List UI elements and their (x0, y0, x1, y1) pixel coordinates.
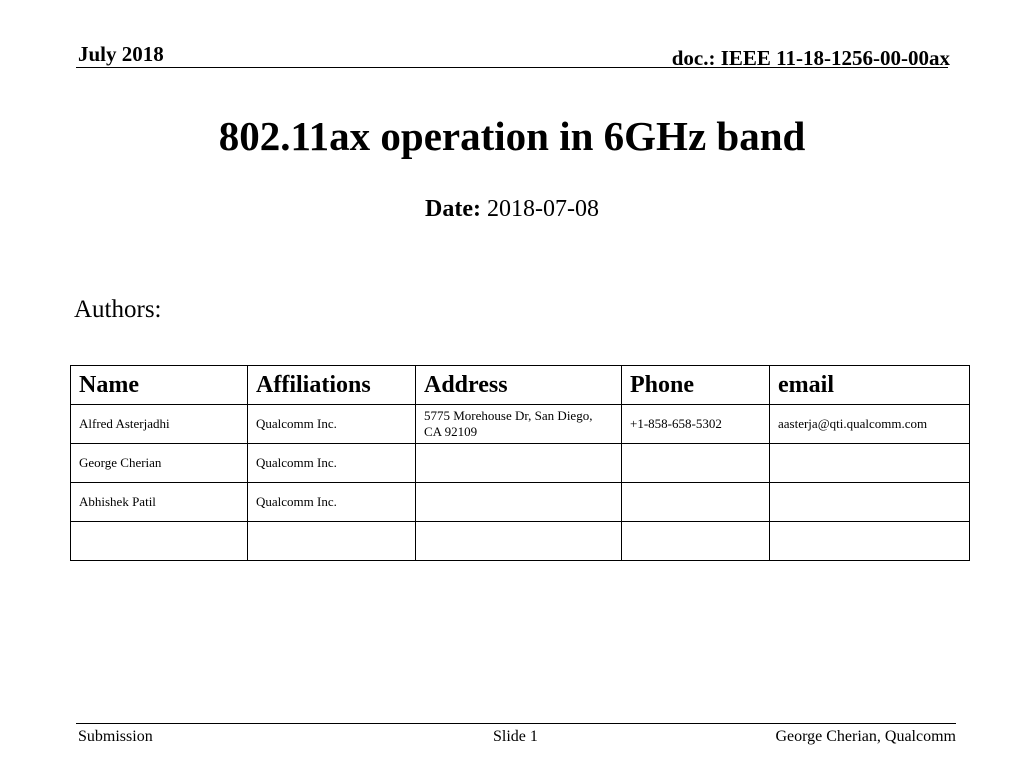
table-row (71, 522, 970, 561)
author-name-cell (71, 522, 248, 561)
slide-title: 802.11ax operation in 6GHz band (218, 113, 806, 159)
column-header-phone: Phone (622, 366, 770, 405)
author-phone-cell (622, 522, 770, 561)
author-phone-cell (622, 444, 770, 483)
column-header-name: Name (71, 366, 248, 405)
author-affiliation-cell: Qualcomm Inc. (248, 483, 416, 522)
table-header-row (71, 366, 970, 405)
author-email-cell (770, 444, 970, 483)
author-phone-cell: +1-858-658-5302 (622, 405, 770, 444)
date-label: Date: (425, 196, 481, 222)
column-header-email: email (770, 366, 970, 405)
table-row (71, 405, 970, 444)
footer-divider (76, 723, 956, 724)
author-affiliation-cell (248, 522, 416, 561)
author-name-cell: Abhishek Patil (71, 483, 248, 522)
table-row (71, 444, 970, 483)
author-address-cell: 5775 Morehouse Dr, San Diego, CA 92109 (416, 405, 622, 444)
author-name-cell: George Cherian (71, 444, 248, 483)
author-affiliation-cell: Qualcomm Inc. (248, 444, 416, 483)
column-header-affiliations: Affiliations (248, 366, 416, 405)
authors-label: Authors: (74, 296, 162, 323)
author-name-cell: Alfred Asterjadhi (71, 405, 248, 444)
date-line (0, 196, 1024, 223)
authors-table (70, 365, 970, 561)
author-affiliation-cell: Qualcomm Inc. (248, 405, 416, 444)
author-email-cell (770, 522, 970, 561)
author-email-cell: aasterja@qti.qualcomm.com (770, 405, 970, 444)
author-address-cell (416, 444, 622, 483)
footer-slide-number: Slide 1 (493, 728, 538, 745)
footer-submission: Submission (78, 728, 153, 745)
header-date: July 2018 (78, 42, 164, 66)
author-email-cell (770, 483, 970, 522)
column-header-address: Address (416, 366, 622, 405)
date-value: 2018-07-08 (486, 196, 599, 222)
author-phone-cell (622, 483, 770, 522)
footer-presenter: George Cherian, Qualcomm (775, 728, 956, 745)
header-divider (76, 67, 948, 68)
header-doc-id: doc.: IEEE 11-18-1256-00-00ax (671, 46, 950, 70)
author-address-cell (416, 522, 622, 561)
author-address-cell (416, 483, 622, 522)
table-row (71, 483, 970, 522)
